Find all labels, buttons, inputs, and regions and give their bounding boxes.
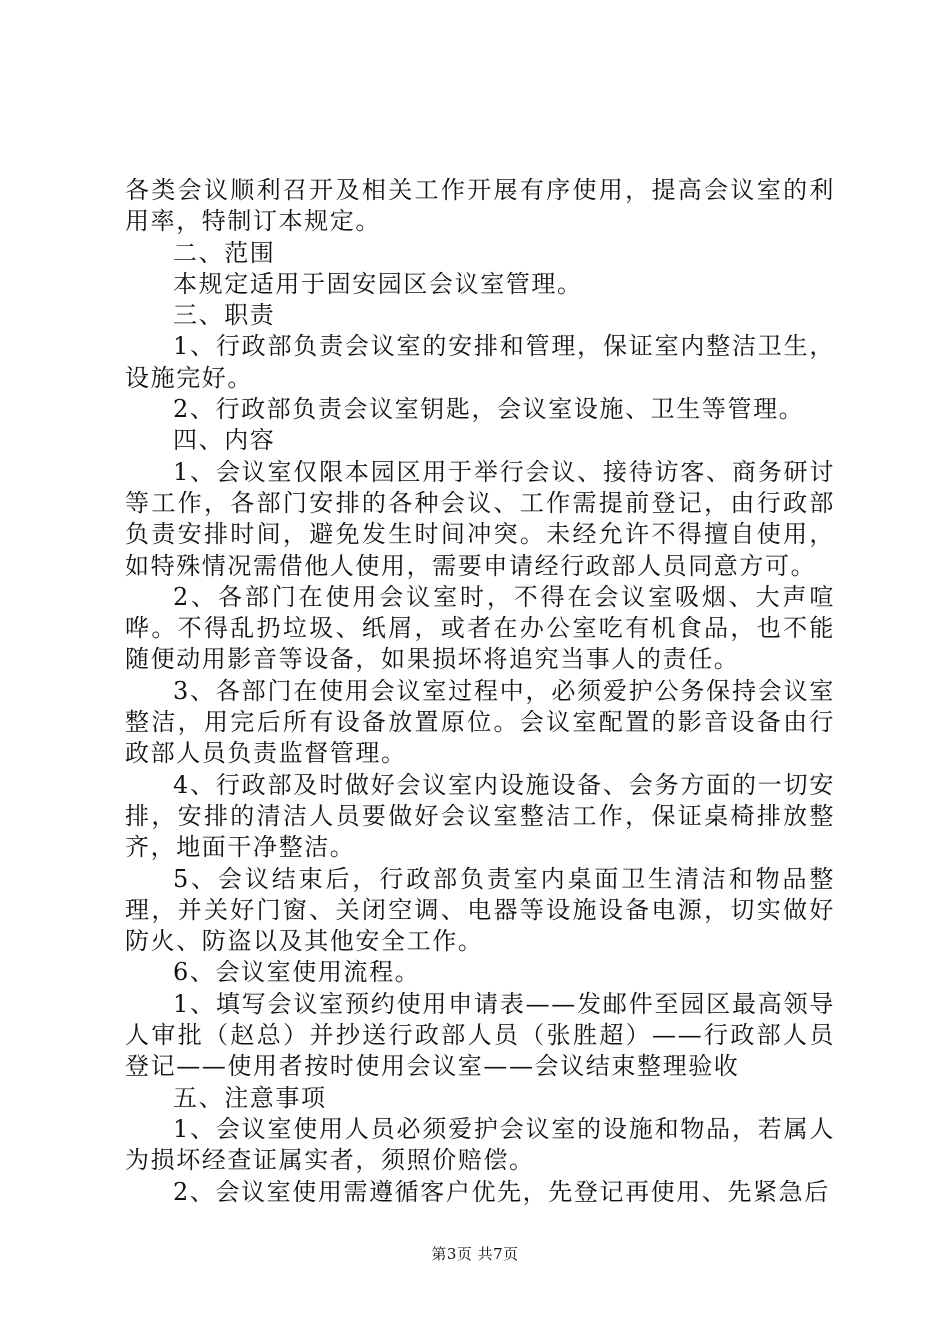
section-heading: 二、范围: [173, 238, 276, 267]
paragraph: 3、各部门在使用会议室过程中，必须爱护公务保持会议室整洁，用完后所有设备放置原位。会议室配置的影音设备由行政部人员负责监督管理。: [125, 676, 835, 768]
paragraph: 5、会议结束后，行政部负责室内桌面卫生清洁和物品整理，并关好门窗、关闭空调、电器等设施设备电源，切实做好防火、防盗以及其他安全工作。: [125, 864, 835, 956]
paragraph: 2、行政部负责会议室钥匙，会议室设施、卫生等管理。: [173, 395, 805, 424]
document-body: [125, 175, 835, 1208]
paragraph: 6、会议室使用流程。: [173, 958, 421, 987]
paragraph: 本规定适用于固安园区会议室管理。: [173, 269, 583, 298]
paragraph: 1、行政部负责会议室的安排和管理，保证室内整洁卫生，设施完好。: [125, 332, 835, 392]
section-heading: 三、职责: [173, 301, 276, 330]
paragraph: 1、会议室使用人员必须爱护会议室的设施和物品，若属人为损坏经查证属实者，须照价赔偿。: [125, 1114, 835, 1175]
paragraph: 2、会议室使用需遵循客户优先，先登记再使用、先紧急后: [173, 1177, 830, 1206]
paragraph: 各类会议顺利召开及相关工作开展有序使用，提高会议室的利用率，特制订本规定。: [125, 176, 835, 236]
paragraph: 2、各部门在使用会议室时，不得在会议室吸烟、大声喧哗。不得乱扔垃圾、纸屑，或者在办公室吃有机食品，也不能随便动用影音等设备，如果损坏将追究当事人的责任。: [125, 582, 835, 674]
paragraph: 4、行政部及时做好会议室内设施设备、会务方面的一切安排，安排的清洁人员要做好会议室整洁工作，保证桌椅排放整齐，地面干净整洁。: [125, 770, 835, 862]
section-heading: 五、注意事项: [173, 1083, 327, 1112]
paragraph: 1、会议室仅限本园区用于举行会议、接待访客、商务研讨等工作，各部门安排的各种会议、工作需提前登记，由行政部负责安排时间，避免发生时间冲突。未经允许不得擅自使用，如特殊情况需借他人使用，需要申请经行政部人员同意方可。: [125, 457, 835, 580]
page-number-footer: 第3页 共7页: [431, 1245, 519, 1263]
paragraph: 1、填写会议室预约使用申请表——发邮件至园区最高领导人审批（赵总）并抄送行政部人员（张胜超）——行政部人员登记——使用者按时使用会议室——会议结束整理验收: [125, 989, 835, 1081]
section-heading: 四、内容: [173, 426, 276, 455]
